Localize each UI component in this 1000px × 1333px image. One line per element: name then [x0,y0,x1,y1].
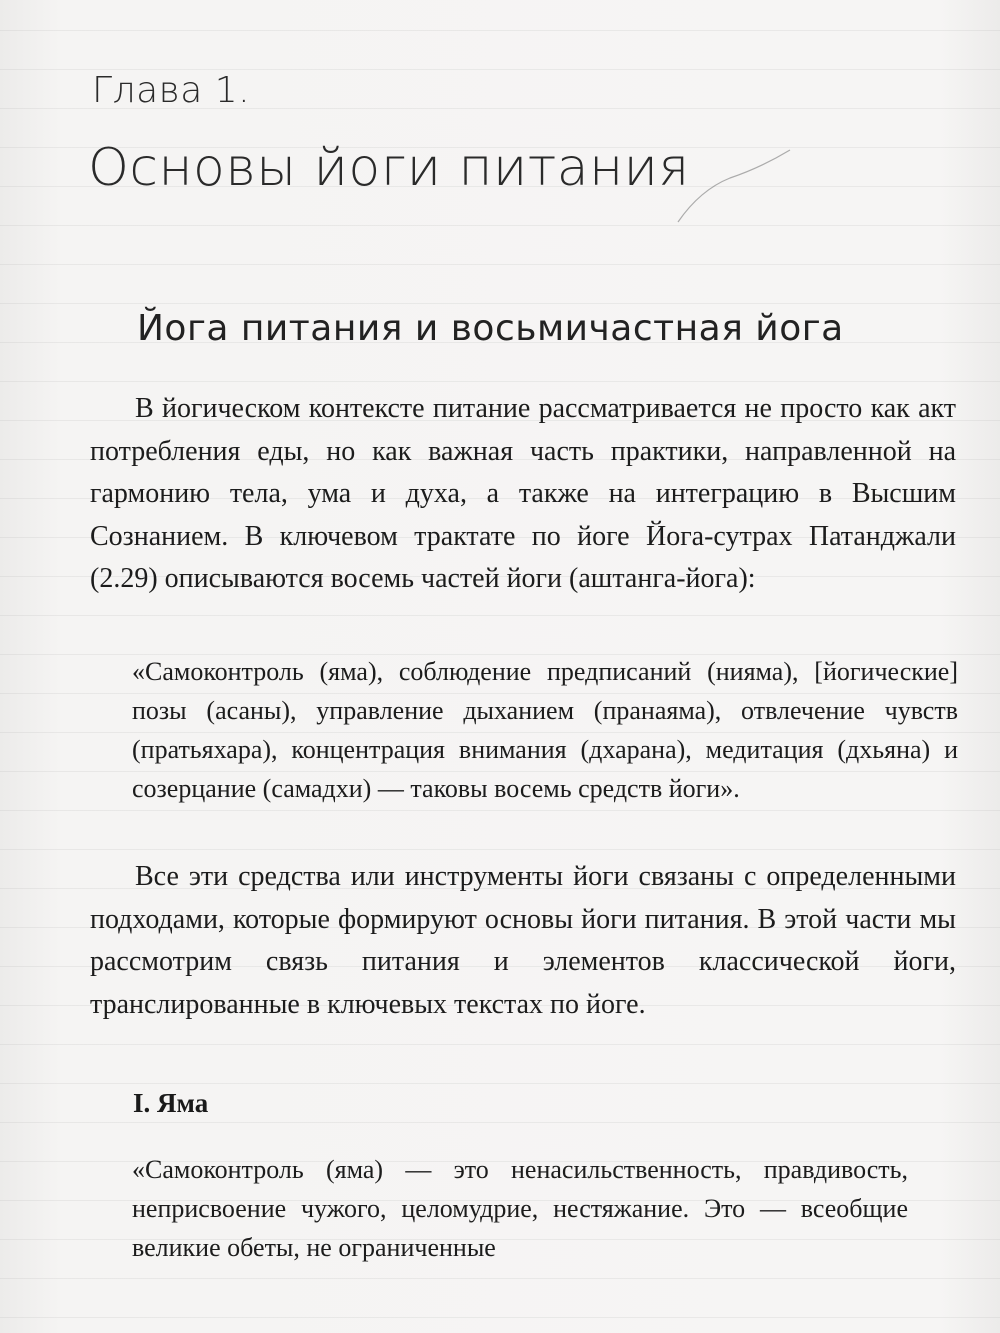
chapter-label: Глава 1. [92,70,251,111]
subsection-heading-yama: I. Яма [133,1088,209,1118]
chapter-title: Основы йоги питания [88,138,690,198]
sutra-quote: «Самоконтроль (яма), соблюдение предписаний (нияма), [йогические] позы (асаны), управление дыханием (пранаяма), отвлечение чувств (пратьяхара), концентрация внимания (дхарана), медитация (дхьяна) и созерцание (самадхи) — таковы восемь средств йоги». [132,657,958,803]
yama-quote: «Самоконтроль (яма) — это ненасильственность, правдивость, неприсвоение чужого, целомудрие, нестяжание. Это — всеобщие великие обеты, не ограниченные [132,1155,908,1262]
intro-paragraph: В йогическом контексте питание рассматривается не просто как акт потребления еды, но как важная часть практики, направленной на гармонию тела, ума и духа, а также на интеграцию в Высшим Сознанием. В ключевом трактате по йоге Йога-сутрах Патанджали (2.29) описываются восемь частей йоги (аштанга-йога): [90,393,956,594]
section-title: Йога питания и восьмичастная йога [137,308,844,349]
body-paragraph: Все эти средства или инструменты йоги связаны с определенными подходами, которые формируют основы йоги питания. В этой части мы рассмотрим связь питания и элементов классической йоги, транслированные в ключевых текстах по йоге. [90,861,956,1020]
